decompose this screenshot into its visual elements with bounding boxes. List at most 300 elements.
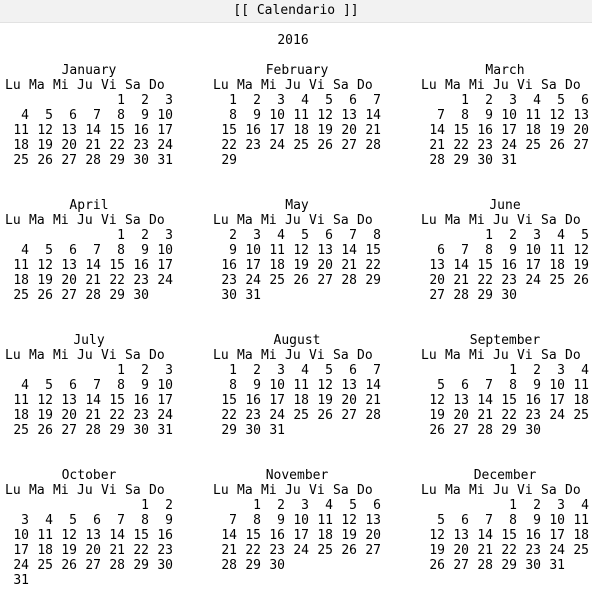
day-cell: 18 (573, 393, 589, 408)
day-cell: 27 (429, 288, 445, 303)
weekday-label: Sa (125, 348, 141, 363)
weekday-label: Sa (541, 483, 557, 498)
weekday-label: Lu (421, 348, 437, 363)
weekday-label: Ma (29, 213, 45, 228)
day-cell: 24 (157, 273, 173, 288)
weekday-header (213, 348, 381, 363)
weekday-label: Vi (309, 78, 325, 93)
weekday-label: Vi (309, 213, 325, 228)
day-cell: 20 (453, 408, 469, 423)
day-cell: 18 (317, 528, 333, 543)
weekday-label: Sa (333, 213, 349, 228)
day-cell: 2 (253, 93, 261, 108)
weekday-label: Ma (237, 78, 253, 93)
day-cell: 21 (365, 393, 381, 408)
month-name: August (273, 333, 321, 348)
day-cell: 28 (365, 408, 381, 423)
day-cell: 13 (61, 258, 77, 273)
day-cell: 4 (277, 228, 285, 243)
week-row (421, 528, 589, 543)
day-cell: 24 (157, 408, 173, 423)
day-cell: 21 (85, 138, 101, 153)
weekday-label: Vi (101, 213, 117, 228)
day-cell: 19 (317, 123, 333, 138)
weekday-label: Lu (213, 213, 229, 228)
weekday-label: Sa (125, 483, 141, 498)
day-cell: 21 (477, 408, 493, 423)
day-cell: 14 (109, 528, 125, 543)
day-cell: 18 (37, 543, 53, 558)
day-cell: 6 (93, 513, 101, 528)
day-cell: 15 (453, 123, 469, 138)
month-name: April (69, 198, 109, 213)
day-cell: 1 (485, 228, 493, 243)
day-cell: 15 (365, 243, 381, 258)
day-cell: 22 (453, 138, 469, 153)
day-cell: 12 (341, 513, 357, 528)
day-cell: 23 (221, 273, 237, 288)
day-cell: 22 (109, 138, 125, 153)
day-cell: 16 (133, 258, 149, 273)
day-cell: 30 (269, 558, 285, 573)
day-cell: 3 (533, 228, 541, 243)
day-cell: 22 (109, 273, 125, 288)
day-cell: 29 (501, 423, 517, 438)
week-row (5, 258, 173, 273)
day-cell: 18 (293, 123, 309, 138)
day-cell: 7 (93, 243, 101, 258)
day-cell: 25 (549, 273, 565, 288)
day-cell: 9 (533, 513, 541, 528)
day-cell: 3 (165, 363, 173, 378)
week-row (5, 93, 173, 108)
weekday-label: Ju (285, 348, 301, 363)
day-cell: 20 (341, 393, 357, 408)
day-cell: 18 (13, 273, 29, 288)
weekday-label: Ju (493, 213, 509, 228)
day-cell: 27 (453, 423, 469, 438)
weekday-label: Sa (541, 78, 557, 93)
day-cell: 28 (85, 153, 101, 168)
week-row (213, 108, 381, 123)
week-row (213, 513, 381, 528)
day-cell: 3 (509, 93, 517, 108)
day-cell: 11 (525, 108, 541, 123)
weekday-label: Mi (469, 348, 485, 363)
year-label: 2016 (277, 33, 309, 48)
month-june (421, 198, 589, 303)
day-cell: 3 (301, 498, 309, 513)
day-cell: 3 (277, 93, 285, 108)
day-cell: 24 (293, 543, 309, 558)
week-row (213, 153, 381, 168)
day-cell: 11 (13, 393, 29, 408)
week-row (213, 378, 381, 393)
day-cell: 29 (501, 558, 517, 573)
weekday-label: Mi (53, 483, 69, 498)
weekday-label: Mi (53, 348, 69, 363)
day-cell: 16 (245, 393, 261, 408)
week-row (5, 543, 173, 558)
weekday-label: Ma (445, 348, 461, 363)
week-row (5, 408, 173, 423)
day-cell: 21 (221, 543, 237, 558)
week-row (213, 93, 381, 108)
month-may (213, 198, 381, 303)
weekday-label: Ma (29, 78, 45, 93)
day-cell: 24 (549, 543, 565, 558)
day-cell: 25 (573, 543, 589, 558)
weekday-label: Vi (517, 483, 533, 498)
day-cell: 1 (117, 363, 125, 378)
week-row (5, 573, 173, 588)
day-cell: 20 (61, 138, 77, 153)
day-cell: 5 (325, 93, 333, 108)
day-cell: 12 (293, 243, 309, 258)
day-cell: 9 (253, 108, 261, 123)
day-cell: 14 (341, 243, 357, 258)
day-cell: 20 (573, 123, 589, 138)
day-cell: 6 (69, 108, 77, 123)
weekday-label: Mi (469, 78, 485, 93)
weekday-header (5, 213, 173, 228)
month-october (5, 468, 173, 588)
day-cell: 19 (317, 393, 333, 408)
day-cell: 4 (301, 363, 309, 378)
day-cell: 30 (133, 153, 149, 168)
day-cell: 20 (429, 273, 445, 288)
day-cell: 28 (85, 423, 101, 438)
day-cell: 10 (157, 108, 173, 123)
title-bar (0, 0, 592, 23)
day-cell: 24 (525, 273, 541, 288)
weekday-label: Ma (237, 213, 253, 228)
day-cell: 13 (61, 393, 77, 408)
day-cell: 14 (429, 123, 445, 138)
week-row (213, 123, 381, 138)
weekday-label: Do (565, 348, 581, 363)
day-cell: 5 (45, 243, 53, 258)
day-cell: 8 (509, 513, 517, 528)
day-cell: 3 (277, 363, 285, 378)
weekday-label: Ma (237, 483, 253, 498)
month-name: January (61, 63, 117, 78)
day-cell: 22 (109, 408, 125, 423)
day-cell: 13 (453, 393, 469, 408)
day-cell: 5 (437, 378, 445, 393)
day-cell: 1 (141, 498, 149, 513)
day-cell: 9 (141, 243, 149, 258)
day-cell: 28 (85, 288, 101, 303)
day-cell: 4 (581, 498, 589, 513)
day-cell: 27 (317, 273, 333, 288)
week-row (421, 543, 589, 558)
weekday-header (213, 78, 381, 93)
day-cell: 26 (293, 273, 309, 288)
day-cell: 26 (429, 423, 445, 438)
day-cell: 14 (85, 258, 101, 273)
day-cell: 22 (221, 138, 237, 153)
day-cell: 24 (245, 273, 261, 288)
weekday-label: Ju (493, 483, 509, 498)
day-cell: 21 (365, 123, 381, 138)
day-cell: 11 (317, 513, 333, 528)
day-cell: 27 (341, 408, 357, 423)
weekday-label: Ju (493, 348, 509, 363)
month-name: September (469, 333, 541, 348)
month-january (5, 63, 173, 168)
day-cell: 26 (549, 138, 565, 153)
day-cell: 18 (13, 138, 29, 153)
day-cell: 7 (349, 228, 357, 243)
day-cell: 23 (133, 408, 149, 423)
day-cell: 4 (45, 513, 53, 528)
month-name: May (285, 198, 309, 213)
day-cell: 23 (525, 543, 541, 558)
day-cell: 17 (157, 123, 173, 138)
week-row (421, 108, 589, 123)
day-cell: 7 (93, 108, 101, 123)
weekday-label: Ma (29, 348, 45, 363)
day-cell: 10 (293, 513, 309, 528)
day-cell: 26 (37, 153, 53, 168)
day-cell: 31 (157, 423, 173, 438)
day-cell: 16 (477, 123, 493, 138)
day-cell: 5 (69, 513, 77, 528)
month-name: December (473, 468, 537, 483)
day-cell: 10 (13, 528, 29, 543)
week-row (213, 543, 381, 558)
day-cell: 21 (477, 543, 493, 558)
day-cell: 23 (525, 408, 541, 423)
week-row (421, 498, 589, 513)
week-row (213, 363, 381, 378)
day-cell: 26 (317, 408, 333, 423)
week-row (5, 228, 173, 243)
day-cell: 8 (461, 108, 469, 123)
day-cell: 25 (573, 408, 589, 423)
day-cell: 31 (549, 558, 565, 573)
day-cell: 12 (61, 528, 77, 543)
day-cell: 27 (341, 138, 357, 153)
day-cell: 21 (453, 273, 469, 288)
day-cell: 7 (229, 513, 237, 528)
day-cell: 14 (477, 393, 493, 408)
day-cell: 6 (461, 378, 469, 393)
day-cell: 24 (501, 138, 517, 153)
week-row (5, 243, 173, 258)
day-cell: 6 (461, 513, 469, 528)
day-cell: 9 (277, 513, 285, 528)
day-cell: 8 (373, 228, 381, 243)
day-cell: 21 (341, 258, 357, 273)
day-cell: 4 (557, 228, 565, 243)
month-name: November (265, 468, 329, 483)
day-cell: 19 (37, 273, 53, 288)
day-cell: 10 (549, 513, 565, 528)
day-cell: 23 (133, 273, 149, 288)
day-cell: 22 (245, 543, 261, 558)
day-cell: 23 (477, 138, 493, 153)
week-row (421, 123, 589, 138)
month-february (213, 63, 381, 168)
day-cell: 21 (85, 273, 101, 288)
day-cell: 10 (269, 378, 285, 393)
weekday-label: Do (565, 213, 581, 228)
weekday-label: Lu (5, 483, 21, 498)
day-cell: 12 (573, 243, 589, 258)
week-row (213, 138, 381, 153)
weekday-label: Vi (101, 483, 117, 498)
day-cell: 17 (13, 543, 29, 558)
day-cell: 14 (365, 108, 381, 123)
day-cell: 25 (317, 543, 333, 558)
day-cell: 15 (477, 258, 493, 273)
weekday-header (421, 213, 589, 228)
week-row (5, 378, 173, 393)
day-cell: 9 (165, 513, 173, 528)
day-cell: 25 (293, 408, 309, 423)
day-cell: 23 (245, 408, 261, 423)
day-cell: 9 (229, 243, 237, 258)
weekday-label: Do (149, 213, 165, 228)
day-cell: 21 (85, 408, 101, 423)
day-cell: 25 (13, 288, 29, 303)
day-cell: 29 (365, 273, 381, 288)
day-cell: 1 (117, 228, 125, 243)
day-cell: 16 (245, 123, 261, 138)
day-cell: 15 (109, 258, 125, 273)
weekday-label: Ju (77, 213, 93, 228)
day-cell: 24 (157, 138, 173, 153)
day-cell: 15 (109, 393, 125, 408)
day-cell: 3 (557, 363, 565, 378)
day-cell: 1 (509, 498, 517, 513)
weekday-label: Lu (213, 78, 229, 93)
day-cell: 24 (269, 408, 285, 423)
day-cell: 22 (501, 543, 517, 558)
day-cell: 25 (269, 273, 285, 288)
week-row (213, 558, 381, 573)
day-cell: 1 (229, 363, 237, 378)
day-cell: 28 (477, 423, 493, 438)
day-cell: 27 (61, 288, 77, 303)
month-march (421, 63, 589, 168)
day-cell: 28 (221, 558, 237, 573)
day-cell: 30 (525, 558, 541, 573)
day-cell: 13 (365, 513, 381, 528)
month-april (5, 198, 173, 303)
day-cell: 27 (365, 543, 381, 558)
week-row (5, 123, 173, 138)
day-cell: 17 (549, 393, 565, 408)
day-cell: 2 (253, 363, 261, 378)
day-cell: 12 (429, 528, 445, 543)
day-cell: 7 (485, 513, 493, 528)
day-cell: 17 (269, 393, 285, 408)
day-cell: 19 (61, 543, 77, 558)
day-cell: 15 (245, 528, 261, 543)
day-cell: 10 (157, 378, 173, 393)
week-row (5, 153, 173, 168)
day-cell: 5 (45, 108, 53, 123)
day-cell: 5 (581, 228, 589, 243)
day-cell: 19 (341, 528, 357, 543)
weekday-label: Do (357, 483, 373, 498)
day-cell: 27 (61, 153, 77, 168)
day-cell: 2 (533, 498, 541, 513)
day-cell: 17 (157, 393, 173, 408)
day-cell: 4 (21, 378, 29, 393)
weekday-label: Mi (261, 213, 277, 228)
day-cell: 1 (117, 93, 125, 108)
day-cell: 30 (133, 288, 149, 303)
day-cell: 29 (109, 153, 125, 168)
day-cell: 19 (429, 408, 445, 423)
week-row (421, 273, 589, 288)
week-row (213, 273, 381, 288)
day-cell: 11 (573, 513, 589, 528)
week-row (213, 528, 381, 543)
day-cell: 5 (325, 363, 333, 378)
day-cell: 31 (13, 573, 29, 588)
weekday-label: Ju (493, 78, 509, 93)
day-cell: 8 (253, 513, 261, 528)
month-name: July (73, 333, 105, 348)
day-cell: 29 (133, 558, 149, 573)
day-cell: 22 (501, 408, 517, 423)
weekday-label: Ju (285, 78, 301, 93)
weekday-header (421, 348, 589, 363)
weekday-label: Ma (445, 78, 461, 93)
month-name: October (61, 468, 117, 483)
day-cell: 12 (37, 258, 53, 273)
day-cell: 6 (373, 498, 381, 513)
day-cell: 16 (269, 528, 285, 543)
weekday-label: Sa (541, 213, 557, 228)
day-cell: 11 (549, 243, 565, 258)
day-cell: 12 (317, 108, 333, 123)
day-cell: 10 (501, 108, 517, 123)
day-cell: 6 (349, 93, 357, 108)
day-cell: 8 (141, 513, 149, 528)
day-cell: 18 (269, 258, 285, 273)
week-row (421, 378, 589, 393)
day-cell: 19 (429, 543, 445, 558)
day-cell: 29 (221, 423, 237, 438)
day-cell: 6 (581, 93, 589, 108)
week-row (421, 288, 589, 303)
day-cell: 3 (165, 93, 173, 108)
day-cell: 8 (485, 243, 493, 258)
weekday-label: Do (565, 78, 581, 93)
weekday-label: Vi (517, 78, 533, 93)
day-cell: 28 (453, 288, 469, 303)
weekday-header (5, 483, 173, 498)
weekday-label: Mi (261, 348, 277, 363)
day-cell: 27 (85, 558, 101, 573)
day-cell: 2 (141, 93, 149, 108)
day-cell: 13 (341, 108, 357, 123)
weekday-label: Vi (309, 483, 325, 498)
day-cell: 18 (293, 393, 309, 408)
day-cell: 6 (349, 363, 357, 378)
day-cell: 20 (61, 408, 77, 423)
week-row (5, 393, 173, 408)
day-cell: 14 (221, 528, 237, 543)
day-cell: 20 (341, 123, 357, 138)
day-cell: 15 (501, 528, 517, 543)
